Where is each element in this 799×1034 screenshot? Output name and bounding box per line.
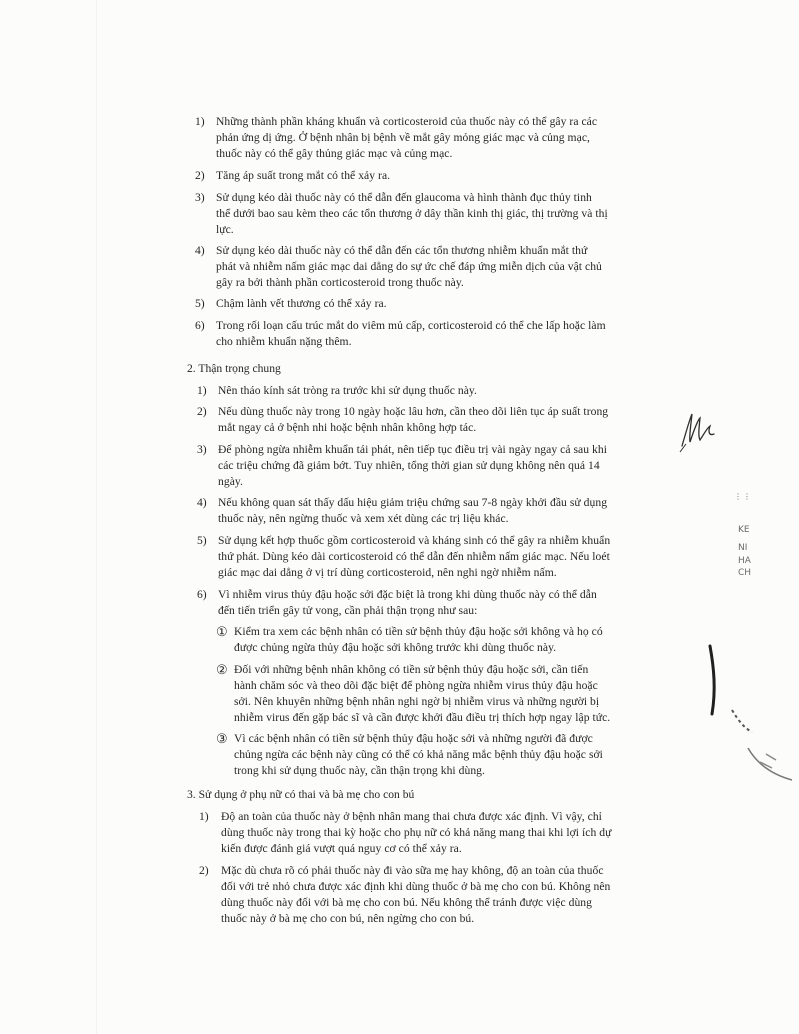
text-line: thuốc này, nên ngừng thuốc và xem xét dùng các trị liệu khác. — [218, 512, 509, 525]
text-line: Vì nhiễm virus thủy đậu hoặc sởi đặc biệt là trong khi dùng thuốc này có thể dẫn — [218, 588, 597, 601]
text-line: thuốc này ở bà mẹ cho con bú, nên ngừng cho con bú. — [221, 912, 475, 925]
text-line: Sử dụng kéo dài thuốc này có thể dẫn đến các tổn thương nhiễm khuẩn mắt thứ — [216, 244, 588, 257]
list-number: 4) — [197, 496, 207, 509]
text-line: Kiểm tra xem các bệnh nhân có tiền sử bệnh thủy đậu hoặc sởi không và họ có — [234, 625, 603, 638]
text-line: dùng thuốc này đối với bà mẹ cho con bú. Nếu không thể tránh được việc dùng — [221, 896, 592, 909]
text-line: Nếu dùng thuốc này trong 10 ngày hoặc lâu hơn, cần theo dõi liên tục áp suất trong — [218, 405, 609, 418]
text-line: Đối với những bệnh nhân không có tiền sử bệnh thủy đậu hoặc sởi, cần tiến — [234, 663, 589, 676]
text-line: Tăng áp suất trong mắt có thể xảy ra. — [216, 169, 391, 182]
text-line: thể dưới bao sau kèm theo các tổn thương ở dây thần kinh thị giác, thị trường và thị — [216, 207, 608, 220]
text-line: Chậm lành vết thương có thể xảy ra. — [216, 297, 387, 310]
text-line: các triệu chứng đã giảm bớt. Tuy nhiên, tổng thời gian sử dụng không nên quá 14 — [218, 459, 600, 472]
list-number: 2) — [197, 405, 207, 418]
partial-round-seal — [700, 628, 799, 798]
text-line: Nếu không quan sát thấy dấu hiệu giảm triệu chứng sau 7-8 ngày khởi đầu sử dụng — [218, 496, 608, 509]
handwritten-initials — [676, 408, 720, 454]
text-line: chủng ngừa các bệnh này cũng có thể có khả năng mắc bệnh thủy đậu hoặc sởi — [234, 748, 603, 761]
text-line: đến tiến triển gây tử vong, cần phải thận trọng như sau: — [218, 604, 478, 617]
stamp-text: HA — [738, 556, 751, 566]
text-line: dùng thuốc này trong thai kỳ hoặc cho phụ nữ có khả năng mang thai khi lợi ích dự — [221, 826, 612, 839]
text-line: giác mạc dai dẳng ở vị trí dùng corticosteroid, nên nghi ngờ nhiễm nấm. — [218, 566, 557, 579]
text-line: Sử dụng kéo dài thuốc này có thể dẫn đến glaucoma và hình thành đục thủy tinh — [216, 191, 592, 204]
list-number: 5) — [195, 297, 205, 310]
text-line: Để phòng ngừa nhiễm khuẩn tái phát, nên tiếp tục điều trị vài ngày ngay cả sau khi — [218, 443, 608, 456]
text-line: đối với trẻ nhỏ chưa được xác định khi dùng thuốc ở bà mẹ cho con bú. Không nên — [221, 880, 611, 893]
text-line: thứ phát. Dùng kéo dài corticosteroid có thể dẫn đến nhiễm nấm giác mạc. Nếu loét — [218, 550, 610, 563]
stamp-text: CH — [738, 568, 752, 578]
text-line: Sử dụng kết hợp thuốc gồm corticosteroid và kháng sinh có thể gây ra nhiễm khuẩn — [218, 534, 611, 547]
list-number: 1) — [199, 810, 209, 823]
text-line: mắt ngay cả ở bệnh nhi hoặc bệnh nhân không hợp tác. — [218, 421, 477, 434]
list-number: 6) — [195, 319, 205, 332]
list-number: 1) — [195, 115, 205, 128]
list-number: 3) — [195, 191, 205, 204]
list-number: 1) — [197, 384, 207, 397]
text-line: trong khi sử dụng thuốc này, cần thận trọng khi dùng. — [234, 764, 485, 777]
text-line: phản ứng dị ứng. Ở bệnh nhân bị bệnh về mắt gây mỏng giác mạc và củng mạc, — [216, 131, 590, 144]
list-number: 2) — [199, 864, 209, 877]
text-line: thuốc này có thể gây thủng giác mạc và củng mạc. — [216, 147, 453, 160]
text-line: lực. — [216, 223, 234, 236]
text-line: kiến được đánh giá vượt quá nguy cơ có thể xảy ra. — [221, 842, 462, 855]
text-line: Những thành phần kháng khuẩn và corticosteroid của thuốc này có thể gây ra các — [216, 115, 598, 128]
circled-number-1: ① — [216, 624, 228, 639]
circled-number-2: ② — [216, 662, 228, 677]
text-line: hành chăm sóc và theo dõi đặc biệt để phòng ngừa nhiễm virus thủy đậu hoặc — [234, 679, 598, 692]
text-line: sởi. Nên khuyên những bệnh nhân nghi ngờ bị nhiễm virus và những người bị — [234, 695, 600, 708]
list-number: 6) — [197, 588, 207, 601]
text-line: phát và nhiễm nấm giác mạc dai dẳng do sự ức chế đáp ứng miễn dịch của vật chủ — [216, 260, 602, 273]
text-line: Độ an toàn của thuốc này ở bệnh nhân mang thai chưa được xác định. Vì vậy, chỉ — [221, 810, 602, 823]
text-line: Nên tháo kính sát tròng ra trước khi sử dụng thuốc này. — [218, 384, 477, 397]
text-line: Vì các bệnh nhân có tiền sử bệnh thủy đậu hoặc sởi và những người đã được — [234, 732, 593, 745]
text-line: cho nhiễm khuẩn nặng thêm. — [216, 335, 352, 348]
text-line: nhiễm virus đến gặp bác sĩ và cần được khởi đầu điều trị thích hợp ngay lập tức. — [234, 711, 611, 724]
section-heading: 2. Thận trọng chung — [187, 362, 281, 375]
text-line: ngày. — [218, 475, 243, 488]
stamp-dots: ⋮⋮ — [734, 492, 752, 501]
text-line: Trong rối loạn cấu trúc mắt do viêm mủ cấp, corticosteroid có thể che lấp hoặc làm — [216, 319, 606, 332]
text-line: gây ra bởi thành phần corticosteroid trong thuốc này. — [216, 276, 464, 289]
text-line: Mặc dù chưa rõ có phải thuốc này đi vào sữa mẹ hay không, độ an toàn của thuốc — [221, 864, 604, 877]
section-heading: 3. Sử dụng ở phụ nữ có thai và bà mẹ cho con bú — [187, 788, 415, 801]
stamp-text: KE — [738, 525, 750, 535]
stamp-text: NI — [738, 543, 748, 553]
text-line: được chủng ngừa thủy đậu hoặc sởi không trước khi dùng thuốc này. — [234, 641, 557, 654]
circled-number-3: ③ — [216, 731, 228, 746]
list-number: 4) — [195, 244, 205, 257]
scan-edge-shadow — [96, 0, 97, 1034]
list-number: 2) — [195, 169, 205, 182]
list-number: 3) — [197, 443, 207, 456]
list-number: 5) — [197, 534, 207, 547]
